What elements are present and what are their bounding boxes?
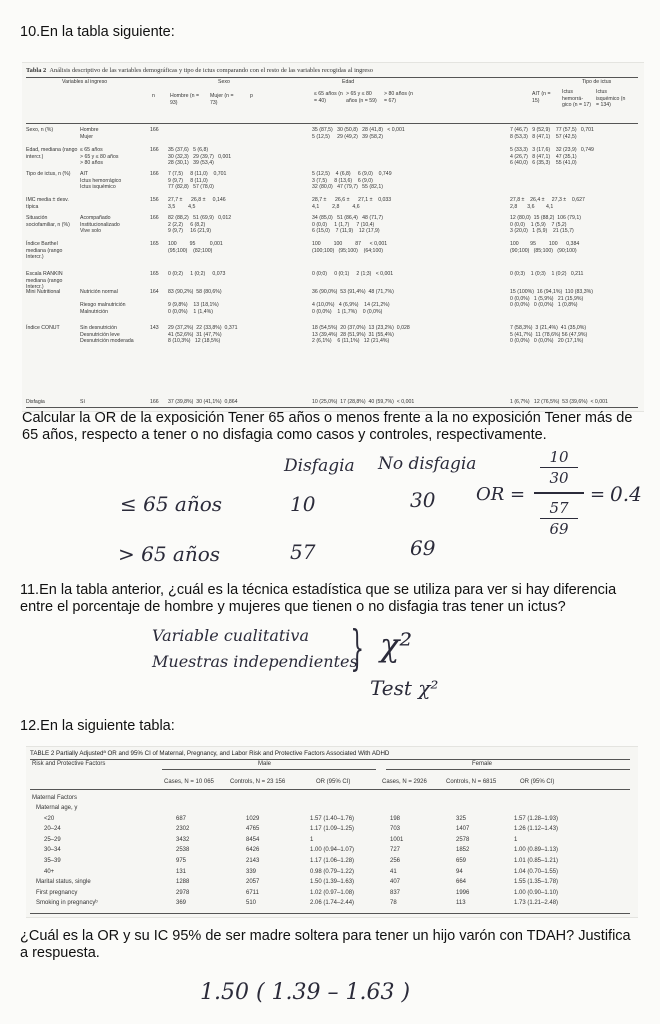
q12-cell-female-or: 1.01 (0.85–1.21) (514, 858, 559, 864)
q10-cell-label: Disfagia (26, 399, 45, 405)
q12-row-label: 30–34 (44, 847, 61, 854)
q12-cell-female-or: 1.04 (0.70–1.55) (514, 868, 559, 875)
q10-col-ait: AIT (n = 15) (532, 91, 551, 104)
q12-cell-male-cases: 2538 (176, 847, 190, 854)
q12-row-label: Maternal age, y (36, 805, 78, 811)
q12-cell-female-cases: 198 (390, 815, 401, 822)
q12-cell-female-cases: 78 (390, 900, 397, 907)
hand-row-le65: ≤ 65 años (120, 492, 223, 516)
q10-cell-tipo: 100 95 100 0,384 (90;100) (85;100) (90;100) (510, 241, 580, 254)
q10-col-tipo: Tipo de ictus (582, 79, 612, 85)
q12-cell-male-controls: 2057 (246, 879, 260, 886)
q10-cell-sexo: 82 (88,2) 51 (69,9) 0,012 2 (2,2) 6 (8,2) 9 (9,7) 16 (21,9) (168, 215, 232, 235)
hand-result: 0.4 (610, 482, 642, 506)
q12-cell-male-controls: 510 (246, 900, 257, 907)
q10-cell-sexo: 0 (0;2) 1 (0;2) 0,073 (168, 271, 226, 277)
q12-cell-female-controls: 325 (456, 815, 467, 822)
q10-cell-sexo: 100 95 0,001 (95;100) (82;100) (168, 241, 223, 254)
q10-heading: 10.En la tabla siguiente: (20, 24, 175, 40)
q10-cell-label: Situación sociofamiliar, n (%) (26, 215, 70, 228)
q10-cell-edad: 34 (85,0) 51 (86,4) 48 (71,7) 0 (0,0) 1 (1,7) 7 (10,4) 6 (15,0) 7 (11,9) 12 (17,9) (312, 215, 383, 235)
q12-cell-female-cases: 703 (390, 826, 401, 833)
q10-col-mujer: Mujer (n = 73) (210, 93, 234, 106)
q12-cell-female-controls: 94 (456, 868, 463, 875)
q10-cell-n: 166 (150, 399, 159, 405)
q12-cell-female-or: 1 (514, 836, 518, 843)
hand-q11-chi: χ² (380, 626, 413, 664)
q12-cell-male-or: 1.00 (0.94–1.07) (310, 847, 355, 854)
q12-cell-male-cases: 369 (176, 900, 187, 907)
q10-cell-n: 156 (150, 197, 159, 203)
q12-row-label: <20 (44, 815, 55, 822)
q10-cell-sub: Nutrición normal Riesgo malnutrición Malnutrición (80, 289, 126, 315)
q10-col-isq: Ictus isquémico (n = 134) (596, 89, 626, 109)
q10-cell-label: Mini Nutritional (26, 289, 61, 295)
q12-cell-female-controls: 1996 (456, 889, 470, 896)
q12-table-scan (26, 746, 638, 918)
q10-cell-sub: ≤ 65 años > 65 y ≤ 80 años > 80 años (80, 147, 119, 167)
q10-cell-n: 166 (150, 147, 159, 153)
q10-cell-tipo: 15 (100%) 16 (94,1%) 110 (83,3%) 0 (0,0%) 1 (5,9%) 21 (15,9%) 0 (0,0%) 0 (0,0%) 1 (0,8%) (510, 289, 593, 309)
hand-cell-a: 10 (290, 492, 316, 516)
q10-cell-n: 143 (150, 325, 159, 331)
q12-cell-male-controls: 6711 (246, 889, 259, 896)
q10-cell-edad: 18 (54,5%) 20 (37,0%) 13 (23,2%) 0,028 13 (39,4%) 28 (51,9%) 31 (55,4%) 2 (6,1%) 6 (11,1%) 12 (21,4%) (312, 325, 410, 345)
q10-cell-sexo: 35 (37,6) 5 (6,8) 30 (32,3) 29 (39,7) 0,001 28 (30,1) 39 (53,4) (168, 147, 232, 167)
q10-col-p: p (250, 93, 253, 99)
q10-cell-label: Índice Barthel mediana (rango Intercr.) (26, 241, 63, 261)
q10-cell-n: 165 (150, 271, 159, 277)
q10-col-hombre: Hombre (n = 93) (170, 93, 199, 106)
q10-cell-n: 166 (150, 171, 159, 177)
q10-cell-tipo: 7 (46,7) 9 (52,9) 77 (57,5) 0,701 8 (53,3) 8 (47,1) 57 (42,5) (510, 127, 594, 140)
q10-cell-n: 165 (150, 241, 159, 247)
q12-cell-female-or: 1.26 (1.12–1.43) (514, 826, 559, 833)
q10-cell-edad: 5 (12,5) 4 (6,8) 6 (9,0) 0,749 3 (7,5) 8 (13,6) 6 (9,0) 32 (80,0) 47 (79,7) 55 (82,1) (312, 171, 392, 191)
q12-cell-male-cases: 3432 (176, 836, 190, 843)
q12-cell-male-controls: 8454 (246, 836, 260, 843)
q11-question: 11.En la tabla anterior, ¿cuál es la técnica estadística que se utiliza para ver si hay diferencia entre el porcentaje de hombre y mujeres que tienen o no disfagia tras tener un ictus? (20, 582, 617, 615)
q12-cell-female-controls: 659 (456, 858, 467, 864)
hand-q12-answer: 1.50 ( 1.39 – 1.63 ) (200, 980, 411, 1005)
q10-col-edad: Edad (342, 79, 355, 85)
q10-col-variables: Variables al ingreso (62, 79, 108, 85)
hand-cell-c: 57 (290, 540, 316, 564)
q12-col-female-controls: Controls, N = 6815 (446, 779, 497, 785)
hand-frac2-den: 69 (549, 520, 569, 538)
q12-row-label: 40+ (44, 868, 55, 875)
q10-cell-label: Tipo de ictus, n (%) (26, 171, 71, 177)
q12-table-title: TABLE 2 Partially Adjustedª OR and 95% CI of Maternal, Pregnancy, and Labor Risk and Protective Factors Associated With ADHD (30, 750, 390, 757)
hand-cell-b: 30 (410, 488, 436, 512)
q10-cell-sexo: 37 (39,8%) 30 (41,1%) 0,864 (168, 399, 238, 405)
q12-cell-female-cases: 1001 (390, 836, 404, 843)
hand-equals: = (590, 484, 606, 505)
q12-cell-female-controls: 1852 (456, 847, 470, 854)
q10-cell-edad: 10 (25,0%) 17 (28,8%) 40 (59,7%) < 0,001 (312, 399, 415, 405)
q12-cell-female-cases: 41 (390, 868, 397, 875)
q10-cell-edad: 35 (87,5) 30 (50,8) 28 (41,8) < 0,001 5 (12,5) 29 (49,2) 39 (58,2) (312, 127, 405, 140)
q10-cell-edad: 36 (90,0%) 53 (91,4%) 48 (71,7%) 4 (10,0%) 4 (6,9%) 14 (21,2%) 0 (0,0%) 1 (1,7%) 0 (0,0%) (312, 289, 394, 315)
q10-cell-label: Escala RANKIN mediana (rango Intercr.) (26, 271, 63, 291)
q12-cell-male-controls: 339 (246, 868, 257, 875)
hand-col-no-disfagia: No disfagia (378, 454, 477, 474)
q12-cell-male-or: 1.50 (1.39–1.63) (310, 879, 355, 886)
q10-col-gt80: > 80 años (n = 67) (384, 91, 413, 104)
q10-col-le65: ≤ 65 años (n = 40) (314, 91, 343, 104)
q10-cell-sub: Sin desnutrición Desnutrición leve Desnutrición moderada (80, 325, 134, 345)
q10-cell-label: Sexo, n (%) (26, 127, 54, 133)
hand-row-gt65: > 65 años (118, 542, 221, 566)
q10-col-gt65: > 65 y ≤ 80 años (n = 59) (346, 91, 377, 104)
hand-q11-test: Test χ² (370, 676, 439, 700)
q10-cell-edad: 0 (0;0) 0 (0;1) 2 (1;3) < 0,001 (312, 271, 394, 277)
q12-col-male-cases: Cases, N = 10 065 (164, 779, 214, 785)
q12-cell-male-or: 1 (310, 836, 314, 843)
hand-frac2-num: 57 (549, 499, 569, 517)
q10-cell-tipo: 0 (0;3) 1 (0;3) 1 (0;2) 0,211 (510, 271, 584, 277)
q10-cell-label: Edad, mediana (rango intercr.) (26, 147, 78, 160)
q10-cell-tipo: 7 (58,3%) 3 (21,4%) 41 (35,0%) 5 (41,7%) 11 (78,6%) 56 (47,9%) 0 (0,0%) 0 (0,0%) 20 (17,1%) (510, 325, 588, 345)
q12-cell-male-cases: 687 (176, 815, 187, 822)
q12-cell-female-cases: 407 (390, 879, 401, 886)
q10-cell-sub: Acompañado Institucionalizado Vive solo (80, 215, 120, 235)
q10-question: Calcular la OR de la exposición Tener 65 años o menos frente a la no exposición Tener más de 65 años, respecto a tener o no disfagia como casos y controles, respectivamente. (22, 410, 633, 443)
q12-cell-male-or: 1.17 (1.09–1.25) (310, 826, 355, 833)
q12-cell-male-or: 1.57 (1.40–1.76) (310, 815, 355, 822)
q12-cell-female-or: 1.55 (1.35–1.78) (514, 879, 559, 886)
q10-cell-sub: Sí (80, 399, 85, 405)
q12-row-label: Smoking in pregnancyᵇ (36, 900, 98, 907)
q12-col-female-cases: Cases, N = 2926 (382, 779, 427, 785)
q12-row-label: First pregnancy (36, 889, 78, 896)
q10-cell-label: IMC media ± desv. típica (26, 197, 69, 210)
q12-question: ¿Cuál es la OR y su IC 95% de ser madre soltera para tener un hijo varón con TDAH? Justifica a respuesta. (20, 928, 631, 961)
q12-cell-male-or: 0.98 (0.79–1.22) (310, 868, 355, 875)
q12-col-male-or: OR (95% CI) (316, 779, 351, 785)
q10-cell-n: 166 (150, 127, 159, 133)
q10-col-n: n (152, 93, 155, 99)
q12-cell-male-controls: 4765 (246, 826, 260, 833)
q12-cell-female-or: 1.00 (0.90–1.10) (514, 889, 559, 896)
q12-row-label: 20–24 (44, 826, 61, 833)
q10-cell-tipo: 27,8 ± 26,4 ± 27,3 ± 0,627 2,8 3,6 4,1 (510, 197, 585, 210)
q10-cell-tipo: 1 (6,7%) 12 (76,5%) 53 (39,6%) < 0,001 (510, 399, 608, 405)
q12-cell-female-or: 1.57 (1.28–1.93) (514, 815, 559, 822)
q12-cell-female-controls: 664 (456, 879, 467, 886)
q12-cell-female-cases: 727 (390, 847, 401, 854)
q12-col-female-or: OR (95% CI) (520, 779, 555, 785)
q12-cell-female-controls: 2578 (456, 836, 470, 843)
q12-cell-female-cases: 837 (390, 889, 401, 896)
q12-cell-male-cases: 2302 (176, 826, 190, 833)
q12-cell-female-or: 1.00 (0.89–1.13) (514, 847, 559, 854)
q10-cell-sub: AIT Ictus hemorrágico Ictus isquémico (80, 171, 122, 191)
q12-cell-male-or: 1.02 (0.97–1.08) (310, 889, 355, 896)
q12-col-male: Male (258, 761, 272, 767)
q12-col-male-controls: Controls, N = 23 156 (230, 779, 286, 785)
hand-frac1-den: 30 (549, 469, 569, 487)
hand-col-disfagia: Disfagia (284, 456, 355, 476)
q10-cell-edad: 28,7 ± 26,6 ± 27,1 ± 0,033 4,1 2,8 4,6 (312, 197, 392, 210)
q10-cell-sexo: 27,7 ± 26,8 ± 0,146 3,5 4,5 (168, 197, 226, 210)
q10-table-caption-text: Análisis descriptivo de las variables demográficas y tipo de ictus comparando con el resto de las variables recogidas al ingreso (49, 67, 373, 74)
q12-cell-male-cases: 131 (176, 868, 187, 875)
hand-frac1-num: 10 (549, 448, 569, 466)
q10-cell-sexo: 7 (7,5) 8 (11,0) 0,701 9 (9,7) 8 (11,0) 77 (82,8) 57 (78,0) (168, 171, 227, 191)
q12-cell-male-or: 2.06 (1.74–2.44) (310, 900, 355, 907)
q10-table-caption-bold: Tabla 2 (26, 67, 47, 74)
q10-table-scan (22, 62, 644, 412)
hand-or-label: OR = (476, 484, 526, 505)
q10-cell-tipo: 5 (33,3) 3 (17,6) 32 (23,9) 0,749 4 (26,7) 8 (47,1) 47 (35,1) 6 (40,0) 6 (35,3) 55 (41,0) (510, 147, 594, 167)
q10-col-hem: Ictus hemorrá-gico (n = 17) (562, 89, 591, 109)
q12-cell-female-or: 1.73 (1.21–2.48) (514, 900, 559, 907)
q12-cell-female-controls: 113 (456, 900, 466, 907)
q12-heading: 12.En la siguiente tabla: (20, 718, 175, 734)
q12-col-female: Female (472, 761, 493, 767)
q12-cell-male-controls: 6426 (246, 847, 260, 854)
q12-cell-male-or: 1.17 (1.06–1.28) (310, 858, 355, 864)
hand-fraction (534, 448, 584, 538)
q12-row-label: 25–29 (44, 836, 61, 843)
q10-cell-n: 164 (150, 289, 159, 295)
q10-table-caption (26, 67, 373, 74)
q10-cell-n: 166 (150, 215, 159, 221)
q12-cell-male-cases: 975 (176, 858, 187, 864)
q12-row-label: Marital status, single (36, 879, 91, 886)
q12-cell-male-cases: 1288 (176, 879, 190, 886)
q12-row-label: 35–39 (44, 858, 61, 864)
q12-group-label: Maternal Factors (32, 795, 78, 801)
q12-cell-female-cases: 256 (390, 858, 401, 864)
q12-cell-male-controls: 1029 (246, 815, 260, 822)
q10-cell-label: Índice CONUT (26, 325, 60, 331)
hand-q11-line2: Muestras independientes (152, 652, 358, 671)
q10-cell-sub: Hombre Mujer (80, 127, 99, 140)
q10-cell-tipo: 12 (80,0) 15 (88,2) 106 (79,1) 0 (0,0) 1 (5,9) 7 (5,2) 3 (20,0) 1 (5,9) 21 (15,7) (510, 215, 581, 235)
q10-cell-edad: 100 100 87 < 0,001 (100;100) (95;100) (64;100) (312, 241, 388, 254)
q10-col-sexo: Sexo (218, 79, 230, 85)
hand-q11-line1: Variable cualitativa (152, 626, 309, 645)
q12-col-factors: Risk and Protective Factors (32, 761, 106, 767)
q10-cell-sexo: 83 (90,2%) 58 (80,6%) 9 (9,8%) 13 (18,1%) 0 (0,0%) 1 (1,4%) (168, 289, 222, 315)
q12-cell-male-cases: 2978 (176, 889, 190, 896)
hand-brace: } (350, 620, 365, 676)
hand-cell-d: 69 (410, 536, 436, 560)
q10-cell-sexo: 29 (37,2%) 22 (33,8%) 0,371 41 (52,6%) 31 (47,7%) 8 (10,3%) 12 (18,5%) (168, 325, 238, 345)
q12-cell-male-controls: 2143 (246, 858, 260, 864)
q12-cell-female-controls: 1407 (456, 826, 470, 833)
